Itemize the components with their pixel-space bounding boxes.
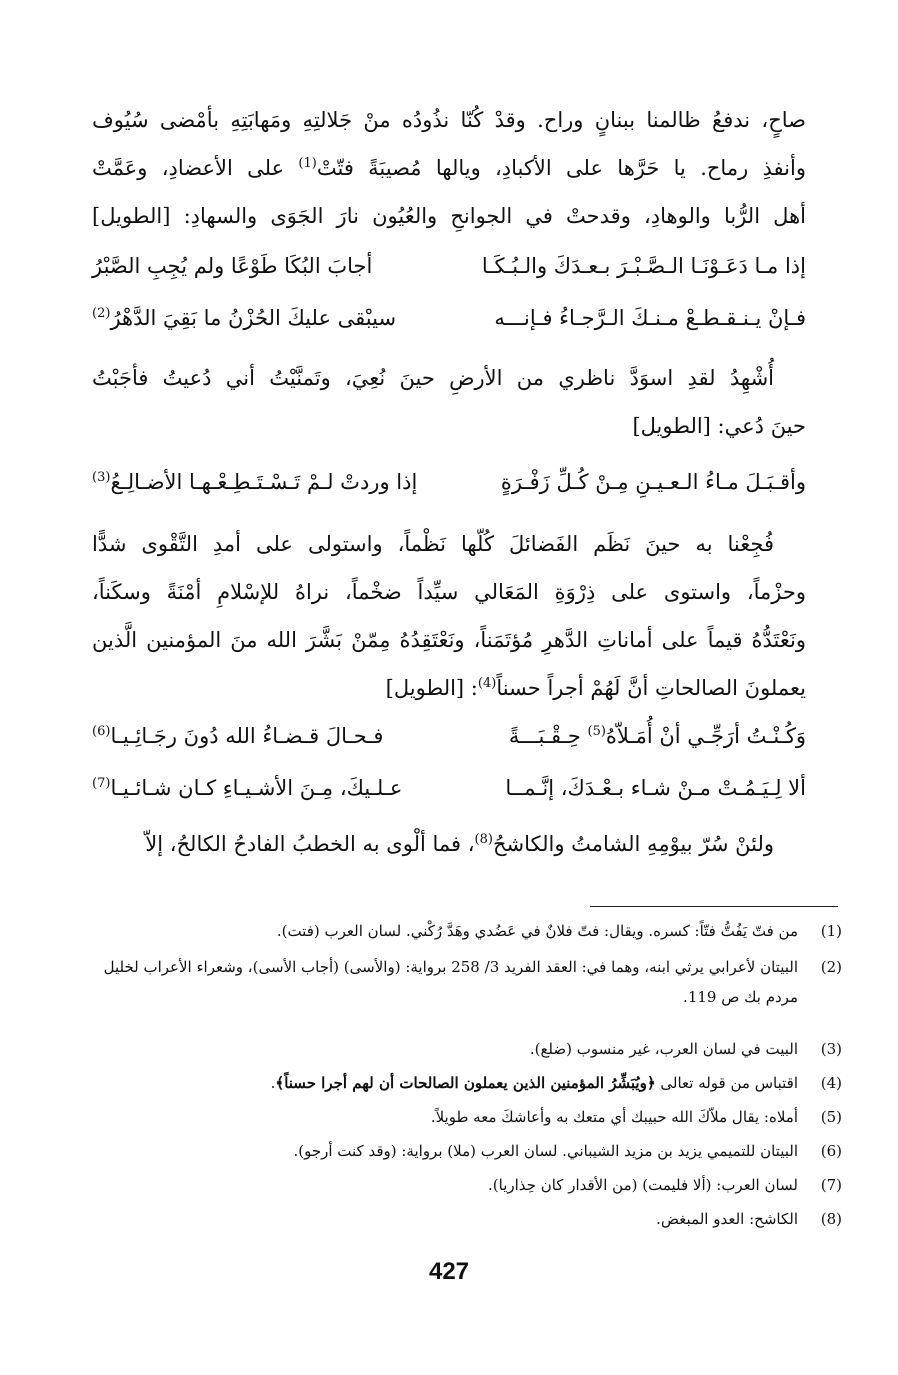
footnote-text: من فتّ يَفُتُّ فتّاً: كسره. ويقال: فتّ فلانٌ في عَضُدي وهَدَّ رُكْني. لسان العرب (فتت). [276, 922, 798, 940]
prose-line [92, 568, 806, 616]
footnote-number: (6) [820, 1142, 842, 1160]
text-run: إذا وردتْ لـمْ تَـسْـتَـطِـعْـهـا الأضـالِـعُ [110, 470, 418, 494]
verse-first-hemistich: إذا مـا دَعَـوْنَـا الـصَّـبْـرَ بـعـدَكَ والـبُـكَـا [481, 254, 806, 278]
prose-line [92, 402, 806, 450]
footnote-item [92, 1170, 842, 1200]
verse-second-hemistich: أجابَ البُكَا طَوْعًا ولم يُجِبِ الصَّبْرُ [92, 254, 373, 278]
footnote-ref[interactable]: (2) [92, 306, 111, 321]
verse-line [92, 764, 806, 812]
footnote-number: (1) [820, 922, 842, 940]
footnote-text: البيتان لأعرابي يرثي ابنه، وهما في: العقد الفريد 3/ 258 برواية: (والأسى) (أجاب الأسى)، وشعراء الأعراب لخليل مردم بك ص 119. [103, 958, 798, 1006]
verse-second-hemistich [92, 764, 402, 812]
text-run: أهل الرُّبا والوهادِ، وقدحتْ في الجوانحِ والعُيُون نارَ الجَوَى والسهادِ: [الطويل] [92, 204, 806, 228]
footnote-separator [590, 906, 838, 907]
verse-line [92, 242, 806, 290]
text-run: يعملونَ الصالحاتِ أنَّ لَهُمْ أجراً حسناً [496, 676, 806, 700]
footnote-text: الكاشح: العدو المبغض. [656, 1210, 798, 1228]
text-run: : [الطويل] [385, 676, 478, 700]
footnote-text [92, 1068, 798, 1098]
verse-first-hemistich [509, 712, 806, 760]
prose-line [92, 354, 806, 402]
text-run: أُشْهِدُ لقدِ اسوَدَّ ناظري من الأرضِ حينَ نُعِيَ، وتَمنَّيْتُ أني دُعيتُ فأجَبْتُ [92, 366, 774, 390]
footnote-text: البيتان للتميمي يزيد بن مزيد الشيباني. لسان العرب (ملا) برواية: (وقد كنت أرجو). [293, 1142, 798, 1160]
footnote-number: (3) [820, 1040, 842, 1058]
prose-line [92, 144, 806, 192]
footnote-ref[interactable]: (7) [92, 776, 111, 791]
prose-line [92, 96, 806, 144]
footnote-item [92, 1136, 842, 1166]
text-run: عـلـيكَ، مِـنَ الأشـيـاءِ كـان شـائـيـا [110, 776, 403, 800]
footnote-text-part: . [270, 1074, 276, 1092]
verse-second-hemistich [92, 458, 417, 506]
text-run: وَكُـنْـتُ أرَجِّـي أنْ أُمَـلاّهُ [605, 724, 806, 748]
text-run: على الأعضادِ، وعَمَّتْ [92, 156, 299, 180]
verse-first-hemistich: فـإنْ يـنـقـطـعْ مـنـكَ الـرَّجـاءُ فـإنـــه [494, 306, 806, 330]
verse-second-hemistich [92, 294, 396, 342]
prose-line [92, 820, 806, 868]
verse-first-hemistich: وأقـبَـلَ مـاءُ الـعـيـنِ مِـنْ كُـلِّ زَفْـرَةٍ [500, 470, 806, 494]
footnote-number: (5) [820, 1108, 842, 1126]
footnote-number: (8) [820, 1210, 842, 1228]
text-run: ، فما ألْوى به الخطبُ الفادحُ الكالحُ، إلاّ [145, 832, 475, 856]
footnote-text: أملاه: يقال ملاّكَ الله حبيبك أي متعك به وأعاشكَ معه طويلاً. [430, 1108, 798, 1126]
verse-line [92, 712, 806, 760]
footnote-item [92, 952, 842, 1012]
footnote-text-part: اقتباس من قوله تعالى [655, 1074, 798, 1092]
text-run: سيبْقى عليكَ الحُزْنُ ما بَقِيَ الدَّهْرُ [110, 306, 397, 330]
verse-line [92, 458, 806, 506]
prose-line [92, 616, 806, 664]
quran-quote: ﴿ويُبَشِّرُ المؤمنين الذين يعملون الصالحات أن لهم أجرا حسناً﴾ [275, 1074, 656, 1092]
footnote-ref[interactable]: (3) [92, 470, 111, 485]
text-run: حينَ دُعي: [الطويل] [632, 414, 806, 438]
text-run: فُجِعْنا به حينَ نَظَم الفَضائلَ كُلّها نَظْماً، واستولى على أمدِ التَّقْوى شدًّا [92, 532, 774, 556]
footnote-ref[interactable]: (5) [587, 724, 606, 739]
footnote-item [92, 1204, 842, 1234]
verse-line [92, 294, 806, 342]
footnote-ref[interactable]: (6) [92, 724, 111, 739]
footnote-ref[interactable]: (4) [477, 676, 497, 691]
prose-line [92, 664, 806, 712]
text-run: صاحٍ، ندفعُ ظالمنا ببنانٍ وراح. وقدْ كُنّا نذُودُه منْ جَلالتِهِ ومَهابَتِهِ بأمْضى سُيُوف [92, 108, 806, 132]
text-run: وحزْماً، واستوى على ذِرْوَةِ المَعَالي سيِّداً ضخْماً، نراهُ للإسْلامِ أمْنَةً وسكَناً، [92, 580, 806, 604]
footnote-ref[interactable]: (1) [298, 156, 317, 171]
verse-first-hemistich: ألا لِـيَـمُـتْ مـنْ شـاء بـعْـدَكَ، إنَّـمــا [505, 776, 806, 800]
footnote-number: (7) [820, 1176, 842, 1194]
prose-line [92, 520, 806, 568]
footnote-number: (4) [820, 1074, 842, 1092]
text-run: حِـقْـبَـــةً [508, 724, 588, 748]
footnote-item [92, 1068, 842, 1098]
footnote-item [92, 1102, 842, 1132]
page-number: 427 [428, 1258, 470, 1285]
text-run: فـحـالَ قـضـاءُ الله دُونَ رجَـائِـيـا [110, 724, 384, 748]
text-run: ونَعْتَدُّهُ قيماً على أماناتِ الدَّهرِ مُؤتَمَناً، ونَعْتَقِدُهُ مِمّنْ بَشَّرَ الله منَ المؤمنين الَّذين [92, 628, 806, 652]
footnote-ref[interactable]: (8) [474, 832, 493, 847]
text-run: ولئنْ سُرّ بيوْمِهِ الشامتُ والكاشحُ [492, 832, 774, 856]
verse-second-hemistich [92, 712, 383, 760]
footnote-text: البيت في لسان العرب، غير منسوب (ضلع). [529, 1040, 798, 1058]
prose-line [92, 192, 806, 240]
text-run: وأنفذِ رماح. يا حَرَّها على الأكبادِ، ويالها مُصيبَةً فتّتْ [316, 156, 806, 180]
footnote-number: (2) [820, 958, 842, 976]
footnote-text: لسان العرب: (ألا فليمت) (من الأقدار كان حِذاريا). [488, 1176, 798, 1194]
footnote-item [92, 1034, 842, 1064]
footnote-item [92, 916, 842, 946]
